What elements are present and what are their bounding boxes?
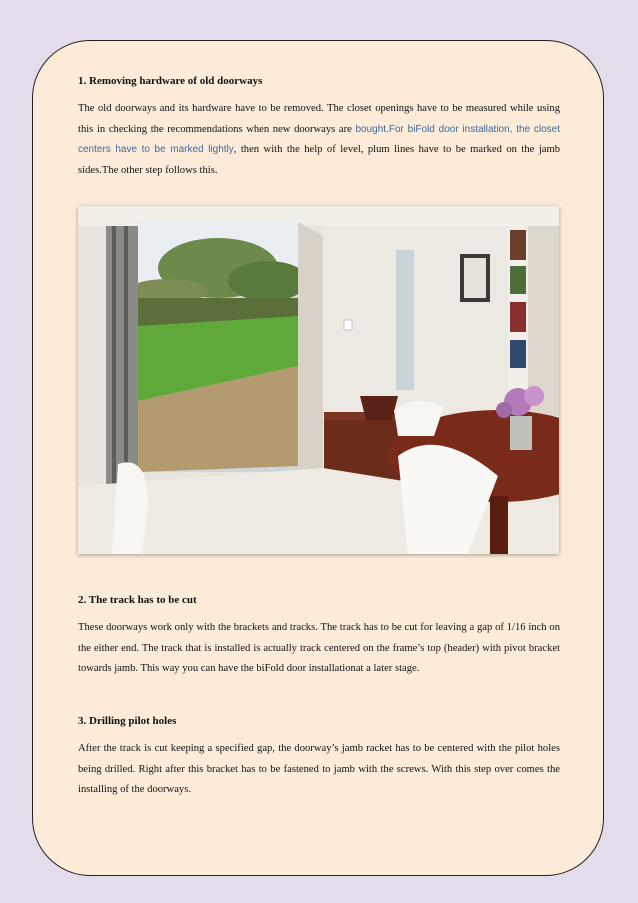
section3-heading: 3. Drilling pilot holes bbox=[78, 715, 177, 727]
section1-text-a: The old doorways and its hardware have to be removed. The closet openings have to be measured while using this in checking the recommendations when new doorways are bbox=[78, 103, 560, 135]
section1-heading: 1. Removing hardware of old doorways bbox=[78, 75, 263, 87]
section1-text-b: , then with the help of level, plum lines have to be marked on the jamb sides.The other step follows this. bbox=[78, 144, 560, 176]
section2-heading: 2. The track has to be cut bbox=[78, 594, 197, 606]
section1-link[interactable]: bought.For biFold door installation, the closet centers have to be marked lightly bbox=[78, 123, 561, 155]
section1-paragraph bbox=[78, 99, 560, 181]
section2-paragraph: These doorways work only with the brackets and tracks. The track has to be cut for leaving a gap of 1/16 inch on the either end. The track that is installed is actually track centered on the frame’s top (header) with pivot bracket towards jamb. This way you can have the biFold door installationat a later stage. bbox=[78, 622, 560, 674]
section3-paragraph: After the track is cut keeping a specified gap, the doorway’s jamb racket has to be centered with the pilot holes being drilled. Right after this bracket has to be fastened to jamb with the screws. With this step over comes the installing of the doorways. bbox=[78, 743, 560, 795]
bifold-door-photo bbox=[78, 206, 559, 554]
